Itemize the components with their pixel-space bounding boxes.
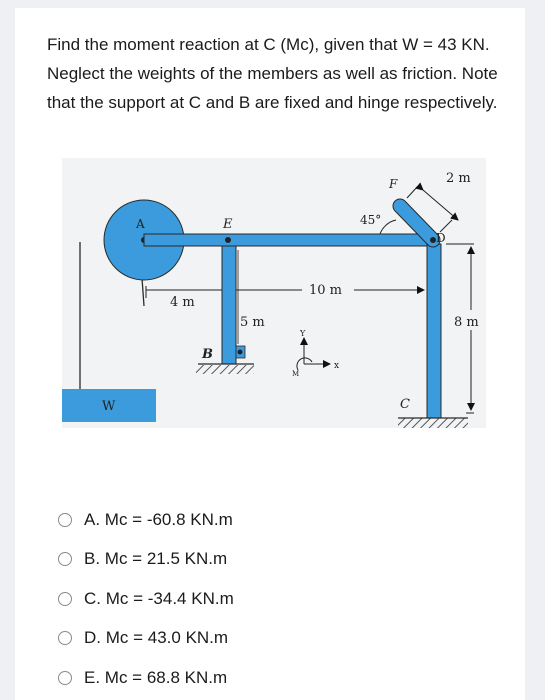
option-a[interactable] [58,500,234,540]
label-d: D [436,231,446,245]
pin-b [238,350,243,355]
support-c-ground [398,418,468,428]
member-dc [427,244,441,418]
radio-circle-icon[interactable] [58,552,72,566]
label-w: W [102,399,116,414]
label-angle: 45° [360,213,382,227]
label-axis-x: x [334,361,340,371]
label-dim-5m: 5 m [240,315,265,330]
radio-circle-icon[interactable] [58,513,72,527]
pin-e [225,237,231,243]
option-e[interactable] [58,658,234,698]
option-c[interactable] [58,579,234,619]
label-f: F [389,177,398,191]
radio-circle-icon[interactable] [58,671,72,685]
radio-circle-icon[interactable] [58,631,72,645]
label-e: E [223,217,233,232]
option-label: D. Mc = 43.0 KN.m [84,628,229,648]
label-dim-2m: 2 m [446,171,471,186]
label-axis-m: M [292,370,300,378]
label-a: A [136,217,145,231]
option-label: B. Mc = 21.5 KN.m [84,549,228,569]
frame-diagram [62,158,486,428]
option-label: A. Mc = -60.8 KN.m [84,509,233,529]
option-label: E. Mc = 68.8 KN.m [84,667,228,687]
radio-circle-icon[interactable] [58,592,72,606]
member-eb [222,246,236,364]
label-c: C [400,397,410,412]
answer-options [58,500,234,698]
support-b-ground [196,365,254,374]
label-dim-8m: 8 m [454,315,479,330]
option-b[interactable] [58,540,234,580]
label-b: B [202,347,213,362]
label-dim-4m: 4 m [170,295,195,310]
option-d[interactable] [58,619,234,659]
option-label: C. Mc = -34.4 KN.m [84,588,234,608]
label-axis-y: Y [300,329,306,338]
question-text: Find the moment reaction at C (Mc), given that W = 43 KN. Neglect the weights of the members as well as friction. Note that the support at C and B are fixed and hinge respectively. [47,35,498,112]
horizontal-member [144,234,434,246]
diagram-background [62,158,486,428]
label-dim-10m: 10 m [309,283,343,298]
